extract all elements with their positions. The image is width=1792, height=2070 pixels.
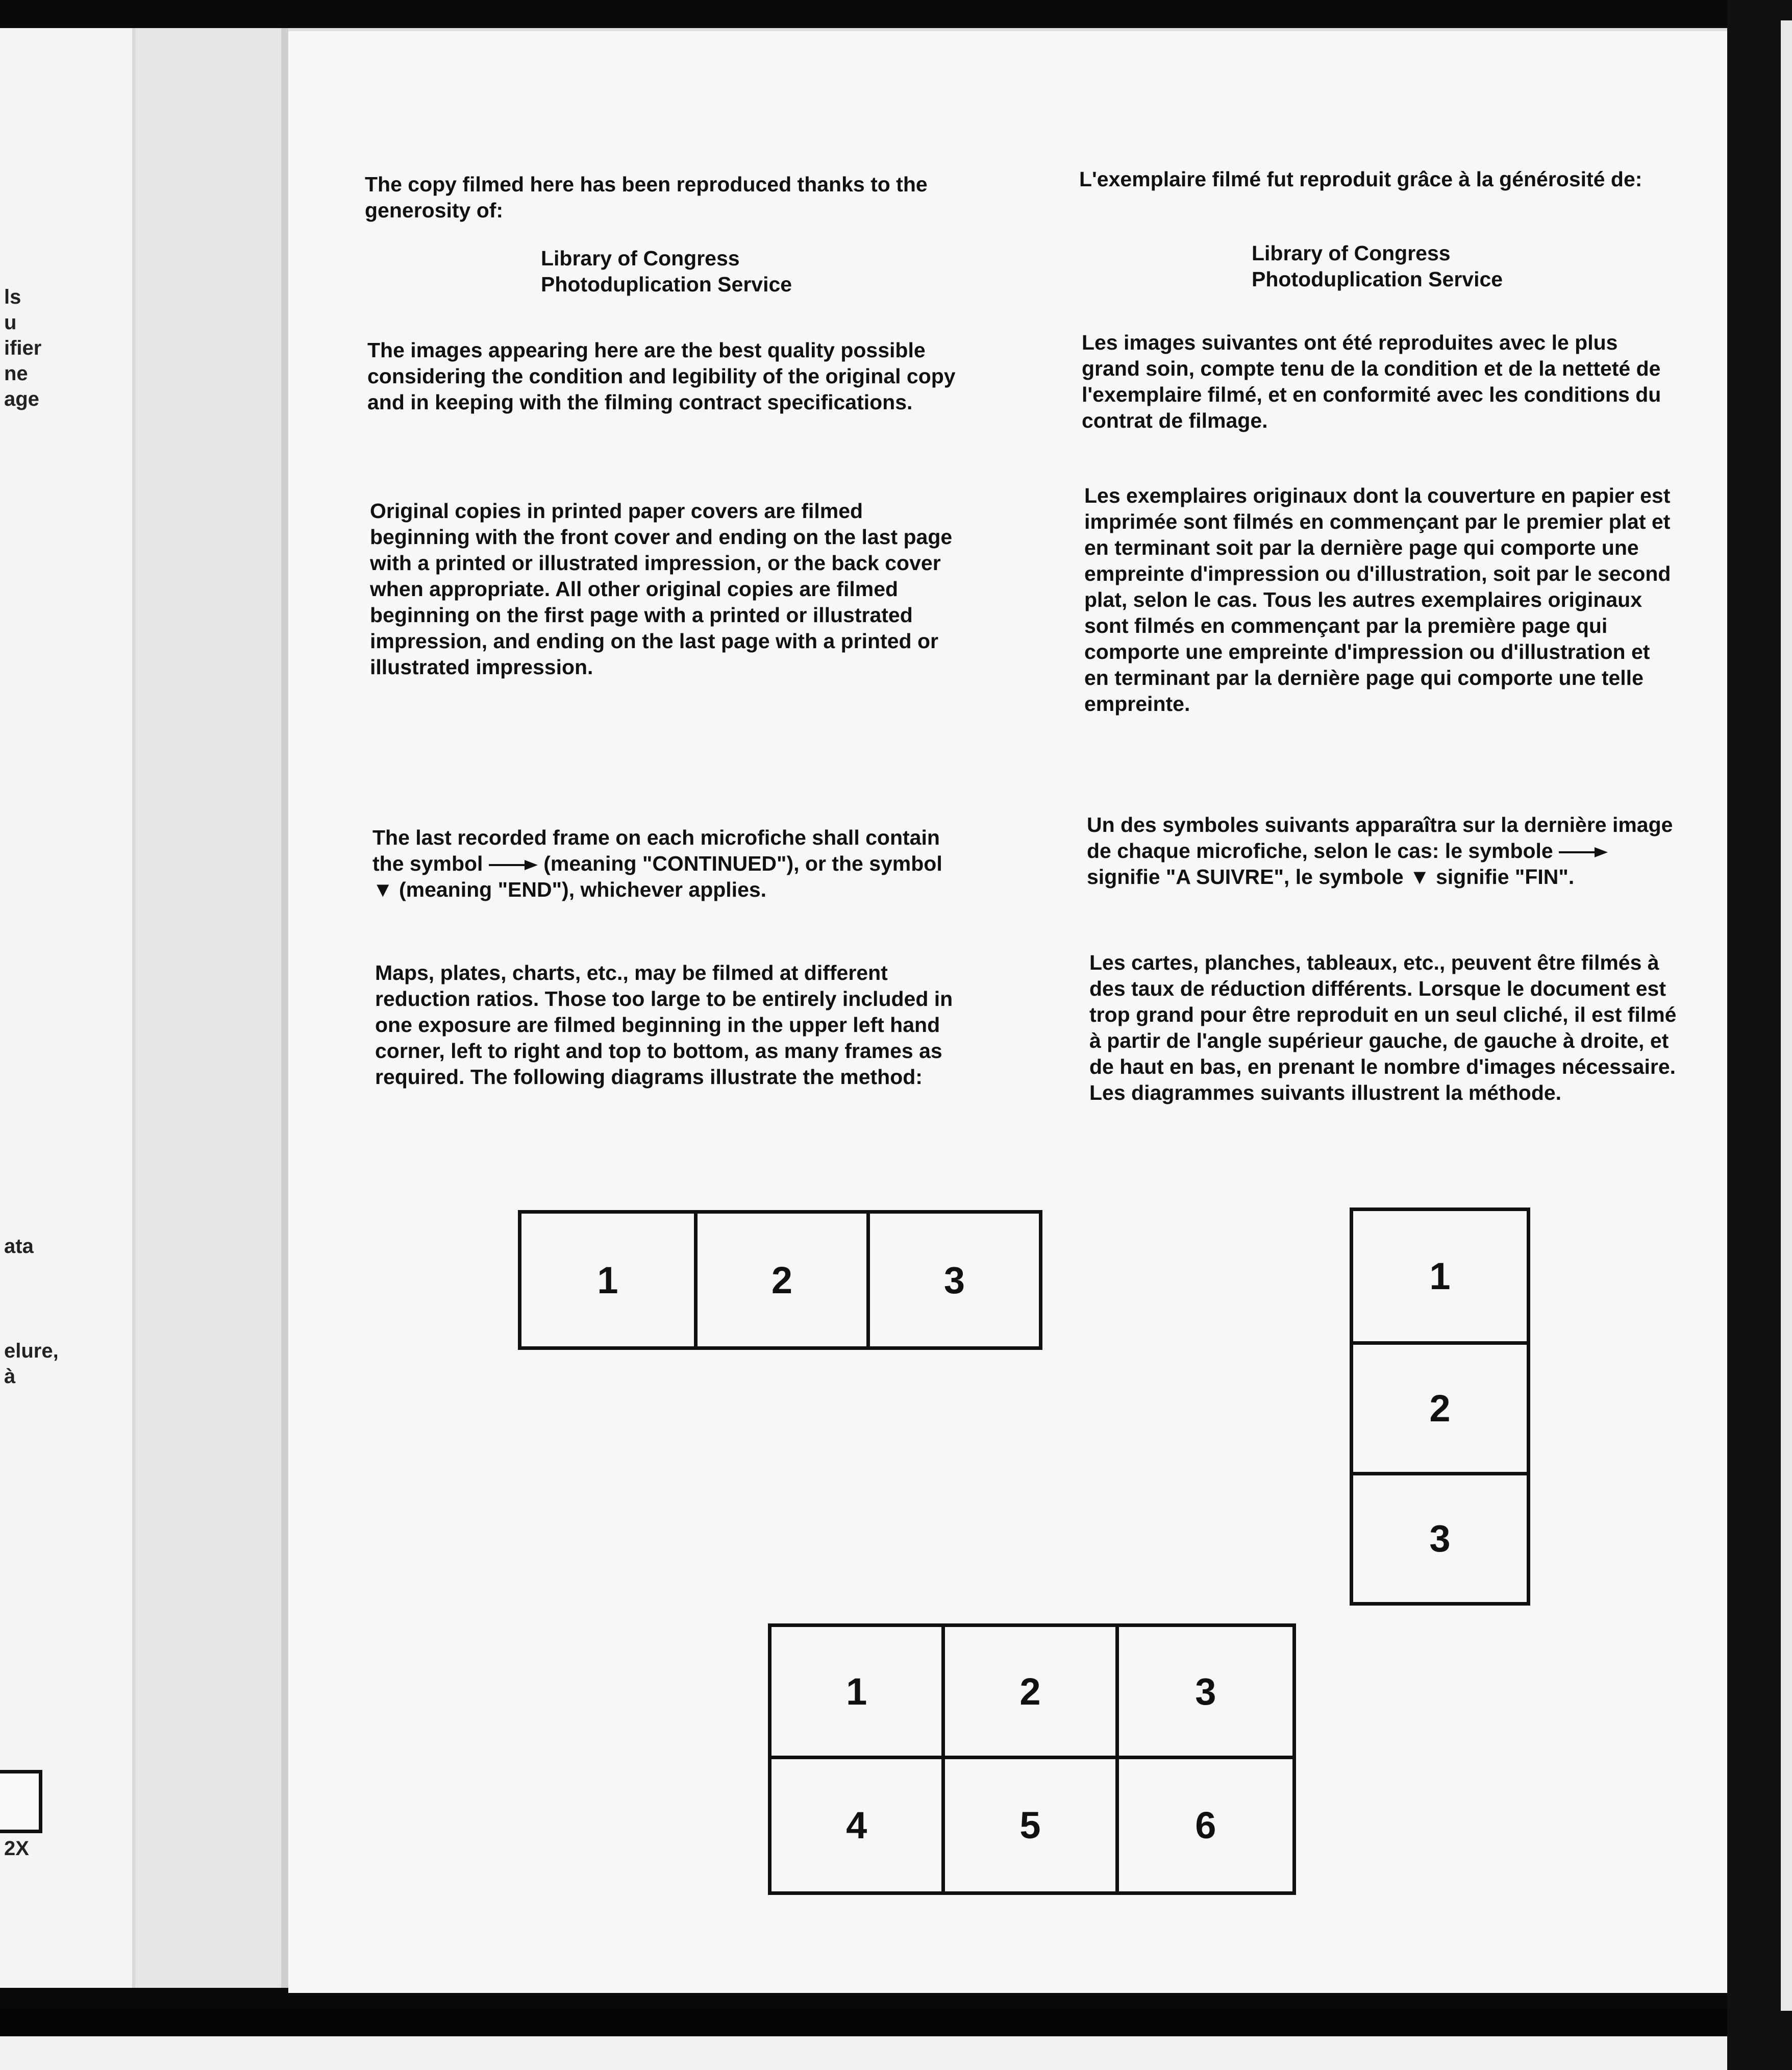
diagram-frame: 2 [1353, 1341, 1527, 1471]
previous-page-fragment: ata [4, 1235, 34, 1258]
french-intro: L'exemplaire filmé fut reproduit grâce à la générosité de: [1079, 167, 1642, 191]
previous-page-fragment: ls [4, 286, 21, 308]
english-quality-paragraph: The images appearing here are the best quality possible considering the condition and legibility of the original copy and in keeping with the filming contract specifications. [367, 338, 956, 414]
page-separator-strip [135, 28, 288, 1988]
diagram-frame: 6 [1195, 1804, 1216, 1846]
english-library-block [541, 245, 792, 298]
french-covers-paragraph: Les exemplaires originaux dont la couverture en papier est imprimée sont filmés en commençant par le premier plat et en terminant soit par la dernière page qui comporte une empreinte d'impression ou d'illustration, soit par le second plat, selon le cas. Tous les autres exemplaires originaux sont filmés en commençant par la première page qui comporte une empreinte d'impression ou d'illustration et en terminant par la dernière page qui comporte une telle empreinte. [1084, 484, 1671, 716]
continued-arrow-icon [1559, 846, 1608, 859]
separator-edge [281, 28, 288, 1988]
english-symbol-text-a: The last recorded frame on each microfiche shall contain the symbol [372, 826, 940, 875]
continued-arrow-icon [489, 858, 538, 872]
previous-page-fragment: ifier [4, 337, 42, 359]
previous-page-fragment: u [4, 311, 17, 334]
english-maps-paragraph: Maps, plates, charts, etc., may be filmed at different reduction ratios. Those too large to be entirely included in one exposure are filmed beginning in the upper left hand corner, left to right and top to bottom, as many frames as required. The following diagrams illustrate the method: [375, 961, 953, 1089]
french-library-service: Photoduplication Service [1252, 267, 1503, 291]
diagram-frame: 2 [694, 1214, 866, 1346]
english-library-name: Library of Congress [541, 247, 740, 270]
diagram-frame: 3 [1353, 1472, 1527, 1602]
diagram-frame: 3 [1119, 1627, 1292, 1759]
french-maps-paragraph: Les cartes, planches, tableaux, etc., peuvent être filmés à des taux de réduction différents. Lorsque le document est trop grand pour être reproduit en un seul cliché, il est filmé à partir de l'angle supérieur gauche, de gauche à droite, et de haut en bas, en prenant le nombre d'images nécessaire. Les diagrammes suivants illustrent la méthode. [1089, 951, 1677, 1104]
diagram-frame: 4 [771, 1759, 945, 1891]
diagram-frame: 1 [1429, 1255, 1451, 1298]
french-symbol-paragraph [1087, 812, 1679, 890]
diagram-frame: 1 [771, 1627, 945, 1759]
french-library-block [1252, 240, 1503, 292]
microfilm-notice-page [288, 28, 1727, 1993]
english-library-service: Photoduplication Service [541, 273, 792, 296]
diagram-frame: 5 [945, 1759, 1118, 1891]
previous-page-fragment: 2X [4, 1837, 29, 1860]
previous-page-edge [0, 28, 135, 1988]
french-symbol-text-b: signifie "A SUIVRE", le symbole ▼ signifie "FIN". [1087, 865, 1575, 889]
next-page-sliver [1781, 20, 1792, 2011]
horizontal-frame-diagram [518, 1210, 1042, 1350]
previous-page-fragment: age [4, 388, 39, 410]
bottom-paper-strip [0, 2036, 1735, 2070]
previous-page-fragment: ne [4, 362, 28, 385]
english-symbol-paragraph [372, 825, 964, 903]
english-covers-paragraph: Original copies in printed paper covers are filmed beginning with the front cover and ending on the last page with a printed or illustrated impression, or the back cover when appropriate. All other original copies are filmed beginning on the first page with a printed or illustrated impression, and ending on the last page with a printed or illustrated impression. [370, 499, 953, 679]
french-library-name: Library of Congress [1252, 241, 1451, 265]
previous-page-fragment: à [4, 1365, 16, 1388]
french-symbol-text-a: Un des symboles suivants apparaîtra sur la dernière image de chaque microfiche, selon le cas: le symbole [1087, 813, 1673, 862]
grid-frame-diagram [768, 1623, 1296, 1895]
previous-page-fragment: elure, [4, 1340, 59, 1362]
diagram-frame: 2 [945, 1627, 1118, 1759]
previous-page-box [0, 1770, 42, 1833]
vertical-frame-diagram [1350, 1208, 1530, 1606]
english-intro: The copy filmed here has been reproduced thanks to the generosity of: [365, 172, 928, 222]
french-quality-paragraph: Les images suivantes ont été reproduites avec le plus grand soin, compte tenu de la condition et de la netteté de l'exemplaire filmé, et en conformité avec les conditions du contrat de filmage. [1082, 331, 1661, 432]
diagram-frame: 3 [866, 1214, 1039, 1346]
english-symbol-text-b: (meaning "CONTINUED"), or the symbol ▼ (meaning "END"), whichever applies. [372, 852, 942, 901]
diagram-frame: 1 [597, 1259, 618, 1301]
